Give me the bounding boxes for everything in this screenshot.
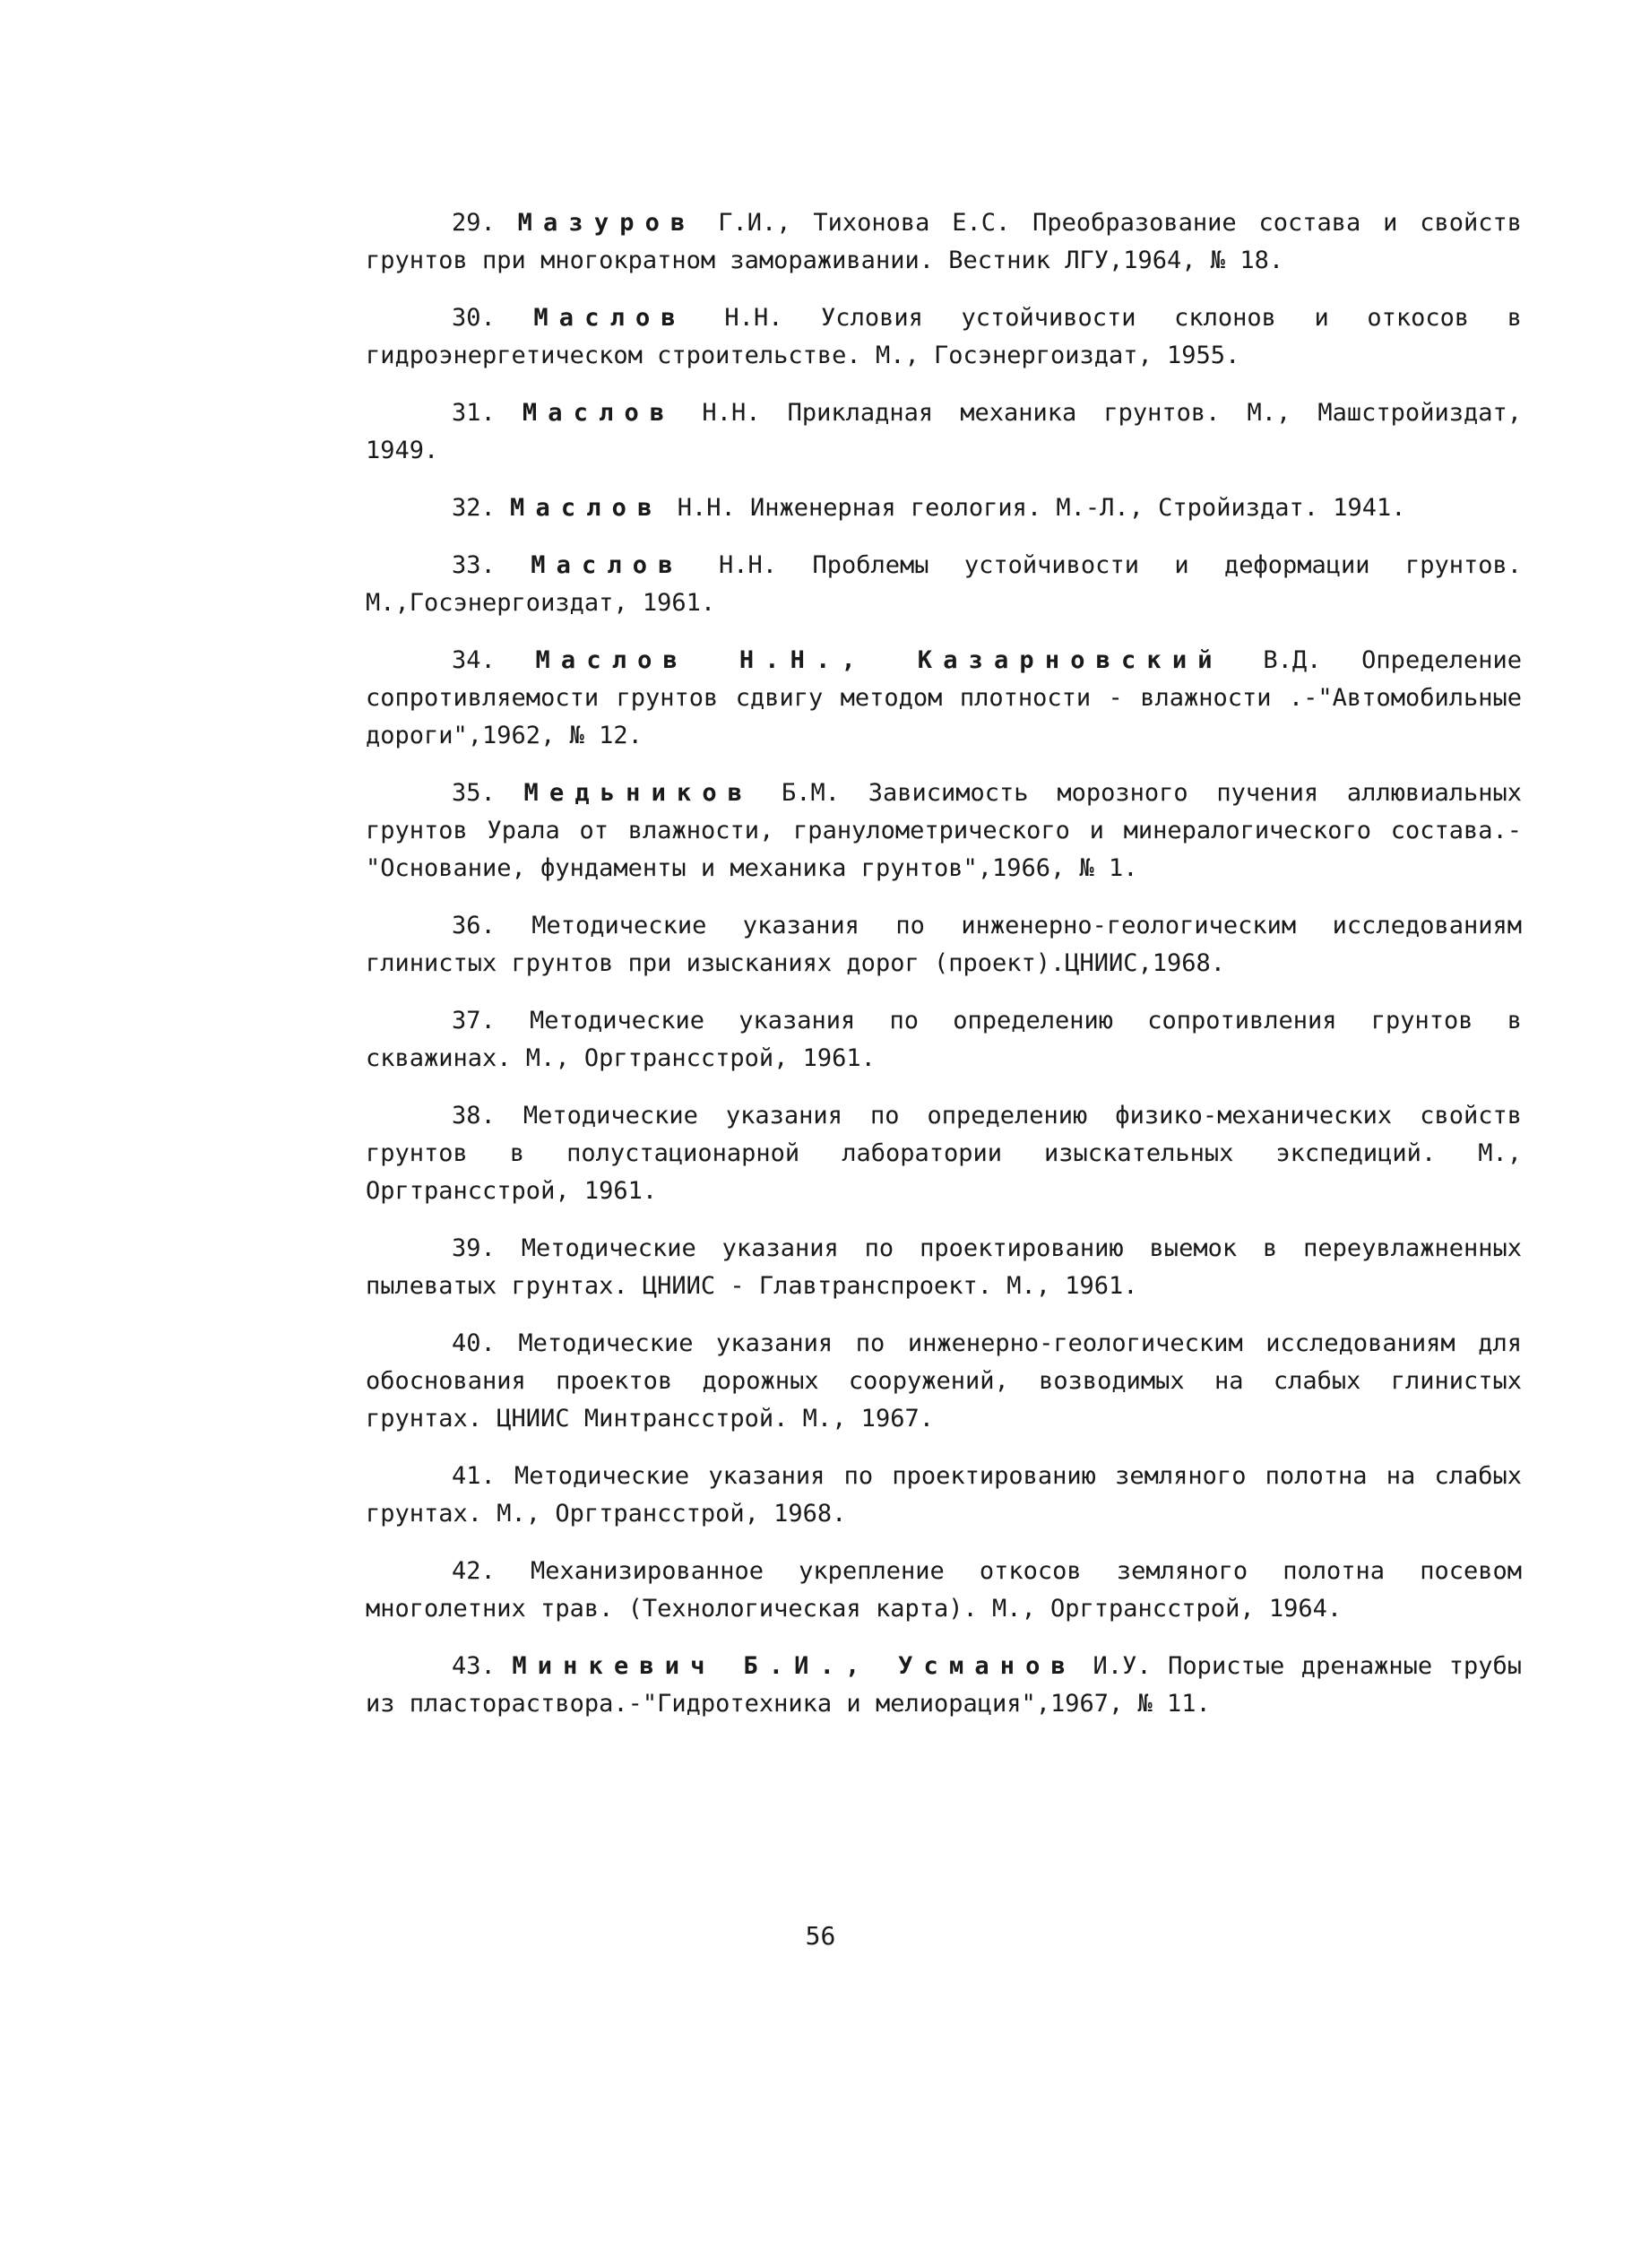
reference-entry (366, 1458, 1522, 1533)
reference-text: Г.И., Тихонова Е.С. Преобразование состава и свойств грунтов при многократном замораживании. Вестник ЛГУ,1964, № 18. (366, 209, 1522, 274)
reference-text: Методические указания по проектированию земляного полотна на слабых грунтах. М., Оргтрансстрой, 1968. (366, 1462, 1522, 1528)
reference-text: Н.Н. Проблемы устойчивости и деформации грунтов. М.,Госэнергоиздат, 1961. (366, 551, 1522, 617)
reference-text: Методические указания по определению сопротивления грунтов в скважинах. М., Оргтрансстрой, 1961. (366, 1007, 1522, 1072)
reference-text: Н.Н. Прикладная механика грунтов. М., Машстройиздат, 1949. (366, 399, 1522, 464)
reference-authors: Маслов (510, 494, 663, 522)
reference-number: 35. (452, 779, 496, 807)
reference-entry (366, 1097, 1522, 1210)
reference-entry (366, 775, 1522, 887)
reference-text: Методические указания по определению физико-механических свойств грунтов в полустационарной лаборатории изыскательных экспедиций. М., Оргтрансстрой, 1961. (366, 1102, 1522, 1205)
reference-text: Механизированное укрепление откосов земляного полотна посевом многолетних трав. (Технологическая карта). М., Оргтрансстрой, 1964. (366, 1557, 1522, 1623)
reference-entry (366, 394, 1522, 470)
reference-text: Методические указания по проектированию выемок в переувлажненных пылеватых грунтах. ЦНИИС - Главтранспроект. М., 1961. (366, 1234, 1522, 1300)
reference-number: 33. (452, 551, 496, 579)
reference-number: 34. (452, 646, 496, 674)
reference-number: 38. (452, 1102, 496, 1130)
reference-number: 31. (452, 399, 496, 427)
page-number: 56 (805, 1921, 836, 1951)
reference-text: Н.Н. Условия устойчивости склонов и откосов в гидроэнергетическом строительстве. М., Госэнергоиздат, 1955. (366, 304, 1522, 369)
reference-entry (366, 907, 1522, 983)
reference-number: 36. (452, 912, 496, 939)
reference-text: Методические указания по инженерно-геологическим исследованиям для обоснования проектов дорожных сооружений, возводимых на слабых глинистых грунтах. ЦНИИС Минтрансстрой. М., 1967. (366, 1329, 1522, 1433)
reference-entry (366, 1002, 1522, 1078)
reference-text: И.У. Пористые дренажные трубы из пластораствора.-"Гидротехника и мелиорация",1967, № 11. (366, 1652, 1522, 1718)
reference-entry (366, 547, 1522, 622)
reference-number: 40. (452, 1329, 496, 1357)
reference-number: 42. (452, 1557, 496, 1585)
reference-authors: Маслов (531, 551, 684, 579)
reference-authors: Маслов (533, 304, 687, 332)
reference-entry (366, 1230, 1522, 1305)
reference-number: 32. (452, 494, 496, 522)
reference-authors: Мазуров (517, 209, 696, 237)
reference-authors: Медьников (523, 779, 754, 807)
reference-number: 43. (452, 1652, 496, 1680)
reference-text: Методические указания по инженерно-геологическим исследованиям глинистых грунтов при изысканиях дорог (проект).ЦНИИС,1968. (366, 912, 1522, 977)
reference-text: Б.М. Зависимость морозного пучения аллювиальных грунтов Урала от влажности, гранулометрического и минералогического состава.-"Основание, фундаменты и механика грунтов",1966, № 1. (366, 779, 1522, 882)
reference-number: 37. (452, 1007, 496, 1034)
reference-number: 39. (452, 1234, 496, 1262)
reference-entry (366, 1553, 1522, 1628)
reference-authors: Маслов Н.Н., Казарновский (535, 646, 1223, 674)
reference-entry (366, 642, 1522, 755)
reference-number: 29. (452, 209, 496, 237)
reference-number: 41. (452, 1462, 496, 1490)
reference-authors: Маслов (522, 399, 676, 427)
reference-number: 30. (452, 304, 496, 332)
reference-authors: Минкевич Б.И., Усманов (512, 1652, 1076, 1680)
reference-entry (366, 204, 1522, 280)
reference-entry (366, 1648, 1522, 1723)
reference-text: В.Д. Определение сопротивляемости грунтов сдвигу методом плотности - влажности .-"Автомобильные дороги",1962, № 12. (366, 646, 1522, 749)
reference-entry (366, 299, 1522, 375)
reference-entry (366, 489, 1522, 527)
reference-entry (366, 1325, 1522, 1438)
reference-text: Н.Н. Инженерная геология. М.-Л., Стройиздат. 1941. (662, 494, 1406, 522)
reference-list (366, 204, 1522, 1743)
